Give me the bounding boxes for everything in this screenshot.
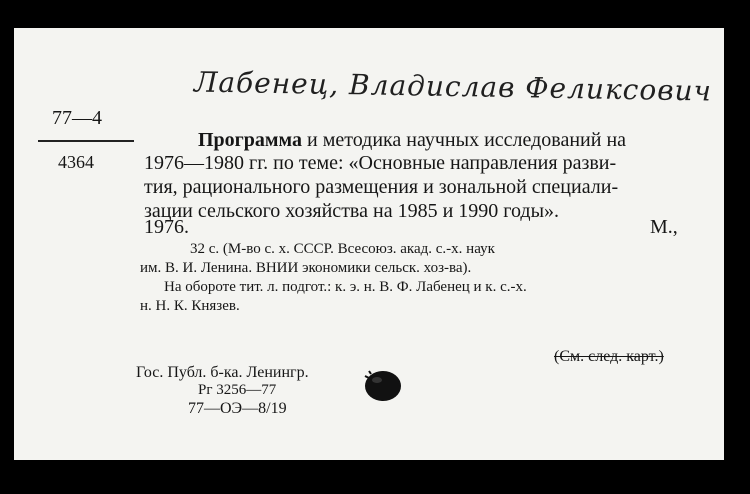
- title-line-1: [198, 129, 626, 152]
- note-line-4: н. Н. К. Князев.: [140, 298, 240, 314]
- publication-year: 1976.: [144, 216, 189, 238]
- handwritten-author-heading: Лабенец, Владислав Феликсович: [193, 65, 713, 108]
- continued-note: [554, 348, 664, 366]
- continued-note-text: (См. след. карт.): [554, 348, 664, 365]
- library-line-2: Рг 3256—77: [198, 382, 277, 398]
- library-line-1: Гос. Публ. б-ка. Ленингр.: [136, 364, 309, 381]
- title-bold-word: Программа: [198, 129, 302, 151]
- note-line-3: На обороте тит. л. подгот.: к. э. н. В. Ф. Лабенец и к. с.-х.: [164, 279, 527, 295]
- library-stamp-icon: [363, 368, 403, 402]
- call-number-top: 77—4: [52, 107, 102, 129]
- title-line-2: 1976—1980 гг. по теме: «Основные направления разви-: [144, 152, 617, 174]
- call-number-bottom: 4364: [58, 152, 94, 172]
- title-line-4: зации сельского хозяйства на 1985 и 1990 годы».: [144, 200, 560, 222]
- note-line-1: 32 с. (М-во с. х. СССР. Всесоюз. акад. с.-х. наук: [190, 241, 495, 257]
- library-line-3: 77—ОЭ—8/19: [188, 400, 287, 417]
- catalog-card: [14, 28, 724, 460]
- title-line-3: тия, рационального размещения и зональной специали-: [144, 176, 619, 198]
- note-line-2: им. В. И. Ленина. ВНИИ экономики сельск. хоз-ва).: [140, 260, 472, 276]
- publication-place: М.,: [650, 216, 678, 238]
- call-number-divider: [38, 140, 134, 142]
- title-line-1-rest: и методика научных исследований на: [302, 129, 627, 151]
